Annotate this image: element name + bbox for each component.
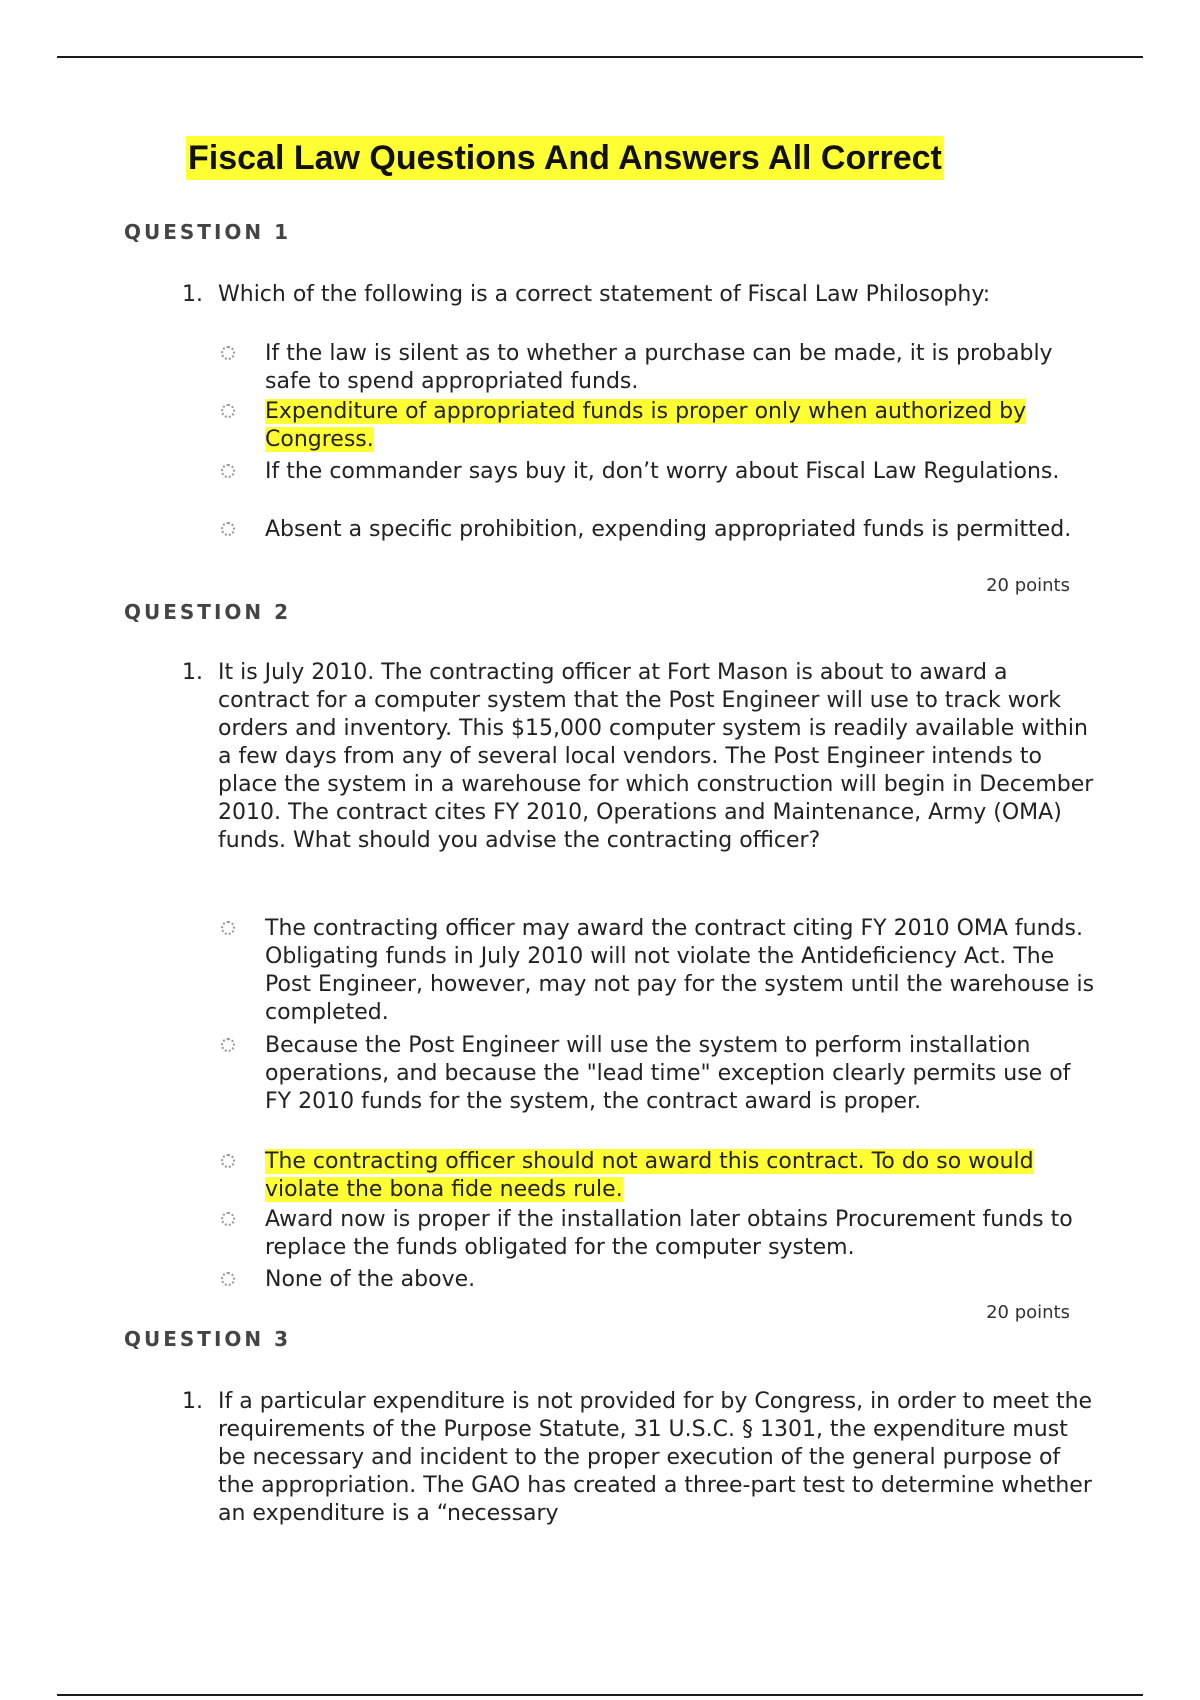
- question-stem: [182, 1388, 1093, 1528]
- question-stem: [182, 659, 1094, 883]
- option-text: If the commander says buy it, don’t worry about Fiscal Law Regulations.: [265, 459, 1060, 484]
- answer-highlight: Expenditure of appropriated funds is proper only when authorized by Congress.: [265, 399, 1027, 452]
- radio-icon[interactable]: [221, 1038, 235, 1052]
- option-text: Absent a specific prohibition, expending appropriated funds is permitted.: [265, 517, 1072, 542]
- answer-option[interactable]: [218, 458, 1098, 514]
- answer-option-correct[interactable]: [218, 1148, 1098, 1204]
- question-number: 1.: [182, 660, 203, 685]
- option-text: [265, 1148, 1095, 1204]
- answer-option[interactable]: [218, 1206, 1098, 1262]
- radio-icon[interactable]: [221, 404, 235, 418]
- radio-icon[interactable]: [221, 522, 235, 536]
- radio-icon[interactable]: [221, 921, 235, 935]
- question-heading: QUESTION 3: [124, 1327, 292, 1351]
- answer-option[interactable]: [218, 516, 1098, 572]
- radio-icon[interactable]: [221, 1272, 235, 1286]
- question-stem: [182, 281, 1087, 309]
- option-text: The contracting officer may award the contract citing FY 2010 OMA funds. Obligating funds in July 2010 will not violate the Antideficiency Act. The Post Engineer, however, may not pay for the system until the warehouse is completed.: [265, 916, 1095, 1025]
- radio-icon[interactable]: [221, 464, 235, 478]
- points-label: 20 points: [986, 1302, 1070, 1323]
- answer-highlight: The contracting officer should not award this contract. To do so would violate the bona fide needs rule.: [265, 1149, 1034, 1202]
- bottom-rule: [57, 1694, 1143, 1696]
- question-text: It is July 2010. The contracting officer at Fort Mason is about to award a contract for a computer system that the Post Engineer will use to track work orders and inventory. This $15,000 computer system is readily available within a few days from any of several local vendors. The Post Engineer intends to place the system in a warehouse for which construction will begin in December 2010. The contract cites FY 2010, Operations and Maintenance, Army (OMA) funds. What should you advise the contracting officer?: [218, 660, 1094, 853]
- question-number: 1.: [182, 282, 203, 307]
- points-label: 20 points: [986, 575, 1070, 596]
- radio-icon[interactable]: [221, 1212, 235, 1226]
- option-text: Because the Post Engineer will use the system to perform installation operations, and because the "lead time" exception clearly permits use of FY 2010 funds for the system, the contract award is proper.: [265, 1033, 1071, 1114]
- answer-option[interactable]: [218, 1032, 1098, 1144]
- answer-option[interactable]: [218, 915, 1098, 1027]
- radio-icon[interactable]: [221, 1154, 235, 1168]
- question-number: 1.: [182, 1389, 203, 1414]
- question-text: Which of the following is a correct statement of Fiscal Law Philosophy:: [218, 282, 991, 307]
- option-text: [265, 398, 1095, 454]
- option-text: If the law is silent as to whether a purchase can be made, it is probably safe to spend appropriated funds.: [265, 341, 1053, 394]
- answer-option[interactable]: [218, 340, 1098, 396]
- option-text: Award now is proper if the installation later obtains Procurement funds to replace the funds obligated for the computer system.: [265, 1207, 1073, 1260]
- option-text: None of the above.: [265, 1267, 476, 1292]
- question-heading: QUESTION 1: [124, 220, 292, 244]
- question-heading: QUESTION 2: [124, 600, 292, 624]
- document-title: Fiscal Law Questions And Answers All Correct: [186, 136, 944, 180]
- answer-option-correct[interactable]: [218, 398, 1098, 454]
- answer-option[interactable]: [218, 1266, 1098, 1294]
- question-text: If a particular expenditure is not provided for by Congress, in order to meet the requirements of the Purpose Statute, 31 U.S.C. § 1301, the expenditure must be necessary and incident to the proper execution of the general purpose of the appropriation. The GAO has created a three-part test to determine whether an expenditure is a “necessary: [218, 1389, 1093, 1526]
- radio-icon[interactable]: [221, 346, 235, 360]
- top-rule: [57, 56, 1143, 58]
